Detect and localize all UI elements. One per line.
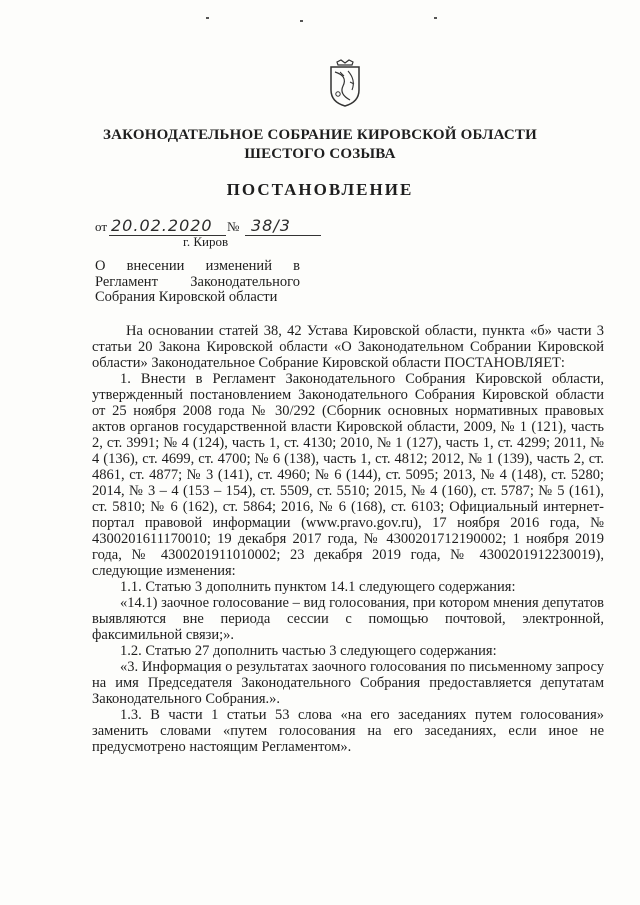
kirov-coat-of-arms-icon (328, 58, 362, 108)
city: г. Киров (183, 234, 229, 249)
handwritten-date: 20.02.2020 (111, 216, 213, 235)
document-type: ПОСТАНОВЛЕНИЕ (226, 180, 414, 199)
paragraph-item-1: 1. Внести в Регламент Законодательного Собрания Кировской области, утвержденный постановлением Законодательного Собрания Кировской области от 25 ноября 2008 года № 30/292 (Сборник основных нормативных правовых актов органов государственной власти Кировской области, 2009, № 1 (121), часть 2, ст. 3991; № 4 (124), часть 1, ст. 4130; 2010, № 1 (127), часть 1, ст. 4299; 2011, № 4 (136), ст. 4699, ст. 4700; № 6 (138), часть 1, ст. 4812; 2012, № 1 (139), часть 2, ст. 4861, ст. 4877; № 3 (141), ст. 4960; № 6 (144), ст. 5095; 2013, № 4 (148), ст. 5280; 2014, № 3 – 4 (153 – 154), ст. 5509, ст. 5510; 2015, № 4 (160), ст. 5787; № 5 (161), ст. 5810; № 6 (162), ст. 5864; 2016, № 6 (168), ст. 6103; Официальный интернет-портал правовой информации (www.pravo.gov.ru), 17 ноября 2016 года, № 4300201611170010; 19 декабря 2017 года, № 4300201712190002; 1 ноября 2019 года, № 4300201911010002; 23 декабря 2019 года, № 4300201912230019), следующие изменения: (92, 371, 604, 579)
document-subject: О внесении изменений в Регламент Законодательного Собрания Кировской области (95, 258, 300, 305)
paragraph-quote-3: «3. Информация о результатах заочного голосования по письменному запросу на имя Председателя Законодательного Собрания предоставляется депутатам Законодательного Собрания.». (92, 659, 604, 707)
convocation: ШЕСТОГО СОЗЫВА (244, 146, 396, 162)
number-label: № (227, 219, 240, 234)
organization-name: ЗАКОНОДАТЕЛЬНОЕ СОБРАНИЕ КИРОВСКОЙ ОБЛАСТИ (102, 127, 537, 143)
paragraph-item-1-3: 1.3. В части 1 статьи 53 слова «на его заседаниях путем голосования» заменить словами «путем голосования на его заседаниях, если иное не предусмотрено настоящим Регламентом». (92, 707, 604, 755)
scan-speck (300, 20, 303, 22)
paragraph-quote-14-1: «14.1) заочное голосование – вид голосования, при котором мнения депутатов выявляются вне периода сессии с помощью почтовой, электронной, факсимильной связи;». (92, 595, 604, 643)
number-underline (245, 235, 321, 236)
paragraph-item-1-2: 1.2. Статью 27 дополнить частью 3 следующего содержания: (120, 643, 497, 659)
paragraph-item-1-1: 1.1. Статью 3 дополнить пунктом 14.1 следующего содержания: (120, 579, 516, 595)
scan-speck (434, 17, 437, 19)
date-label: от (95, 219, 108, 234)
document-body (92, 323, 604, 755)
preamble-paragraph: На основании статей 38, 42 Устава Кировской области, пункта «б» части 3 статьи 20 Закона Кировской области «О Законодательном Собрании Кировской области» Законодательное Собрание Кировской области ПОСТАНОВЛЯЕТ: (92, 323, 604, 371)
scan-speck (206, 17, 209, 19)
handwritten-number: 38/3 (251, 216, 291, 235)
